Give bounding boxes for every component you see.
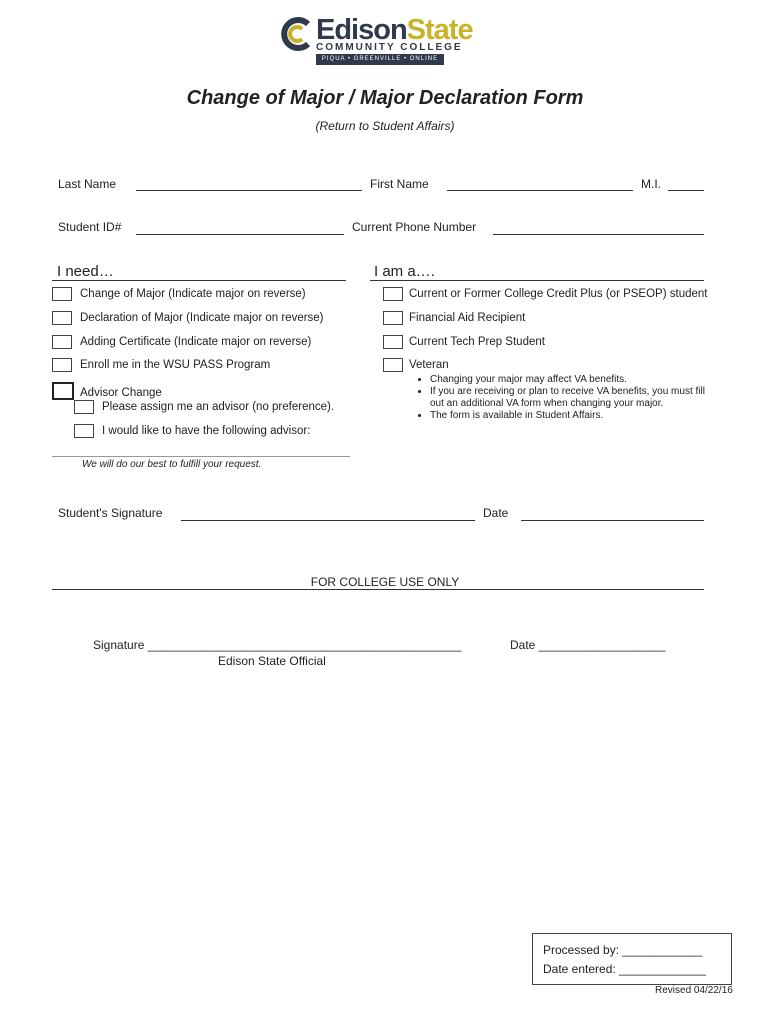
logo-swirl-icon xyxy=(278,16,314,52)
processed-by-line[interactable]: Processed by: ____________ xyxy=(543,943,703,957)
no-preference-checkbox[interactable] xyxy=(74,400,94,414)
veteran-note: • The form is available in Student Affairs. xyxy=(430,410,720,422)
signature-date-label: Date xyxy=(483,506,509,520)
student-id-field[interactable] xyxy=(136,234,344,235)
advisor-change-checkbox[interactable] xyxy=(52,382,74,400)
student-signature-label: Student's Signature xyxy=(58,506,163,520)
specific-advisor-label: I would like to have the following advisor: xyxy=(102,425,311,437)
page-subtitle: (Return to Student Affairs) xyxy=(315,119,455,133)
first-name-label: First Name xyxy=(370,177,429,191)
mi-label: M.I. xyxy=(641,177,661,191)
i-need-heading: I need… xyxy=(57,263,114,280)
college-use-divider xyxy=(52,589,704,590)
advisor-change-label: Advisor Change xyxy=(80,387,162,399)
change-of-major-checkbox[interactable] xyxy=(52,287,72,301)
specific-advisor-checkbox[interactable] xyxy=(74,424,94,438)
date-entered-line[interactable]: Date entered: _____________ xyxy=(543,962,706,976)
official-title: Edison State Official xyxy=(218,654,326,668)
logo-name: EdisonState xyxy=(316,14,473,46)
official-signature-line[interactable]: Signature _______________________________________________ xyxy=(93,638,462,652)
mi-field[interactable] xyxy=(668,190,704,191)
phone-field[interactable] xyxy=(493,234,704,235)
logo-campuses: PIQUA • GREENVILLE • ONLINE xyxy=(316,54,444,65)
last-name-label: Last Name xyxy=(58,177,117,191)
i-need-divider xyxy=(52,280,346,281)
student-signature-field[interactable] xyxy=(181,520,475,521)
signature-date-field[interactable] xyxy=(521,520,704,521)
veteran-label: Veteran xyxy=(409,359,449,371)
financial-aid-checkbox[interactable] xyxy=(383,311,403,325)
revised-date: Revised 04/22/16 xyxy=(655,985,733,996)
adding-certificate-label: Adding Certificate (Indicate major on reverse) xyxy=(80,336,312,348)
college-use-heading: FOR COLLEGE USE ONLY xyxy=(310,575,460,589)
student-id-label: Student ID# xyxy=(58,220,122,234)
wsu-pass-label: Enroll me in the WSU PASS Program xyxy=(80,359,271,371)
college-credit-plus-label: Current or Former College Credit Plus (or PSEOP) student xyxy=(409,288,708,300)
i-am-divider xyxy=(370,280,704,281)
official-date-line[interactable]: Date ___________________ xyxy=(510,638,666,652)
last-name-field[interactable] xyxy=(136,190,362,191)
page-title: Change of Major / Major Declaration Form xyxy=(186,87,584,109)
processed-box xyxy=(532,933,732,985)
tech-prep-checkbox[interactable] xyxy=(383,335,403,349)
financial-aid-label: Financial Aid Recipient xyxy=(409,312,526,324)
veteran-notes-list xyxy=(414,374,720,422)
advisor-name-field[interactable] xyxy=(52,456,350,457)
veteran-checkbox[interactable] xyxy=(383,358,403,372)
change-of-major-label: Change of Major (Indicate major on reverse) xyxy=(80,288,306,300)
wsu-pass-checkbox[interactable] xyxy=(52,358,72,372)
adding-certificate-checkbox[interactable] xyxy=(52,335,72,349)
advisor-note: We will do our best to fulfill your request. xyxy=(82,459,262,470)
no-preference-label: Please assign me an advisor (no preference). xyxy=(102,401,335,413)
first-name-field[interactable] xyxy=(447,190,633,191)
logo-tagline: COMMUNITY COLLEGE xyxy=(316,42,463,53)
tech-prep-label: Current Tech Prep Student xyxy=(409,336,545,348)
veteran-note: • Changing your major may affect VA benefits. xyxy=(430,374,720,386)
college-credit-plus-checkbox[interactable] xyxy=(383,287,403,301)
declaration-of-major-label: Declaration of Major (Indicate major on reverse) xyxy=(80,312,324,324)
declaration-of-major-checkbox[interactable] xyxy=(52,311,72,325)
veteran-note: • If you are receiving or plan to receive VA benefits, you must fill out an additional VA form when changing your major. xyxy=(430,386,720,410)
i-am-heading: I am a…. xyxy=(374,263,435,280)
phone-label: Current Phone Number xyxy=(352,220,477,234)
